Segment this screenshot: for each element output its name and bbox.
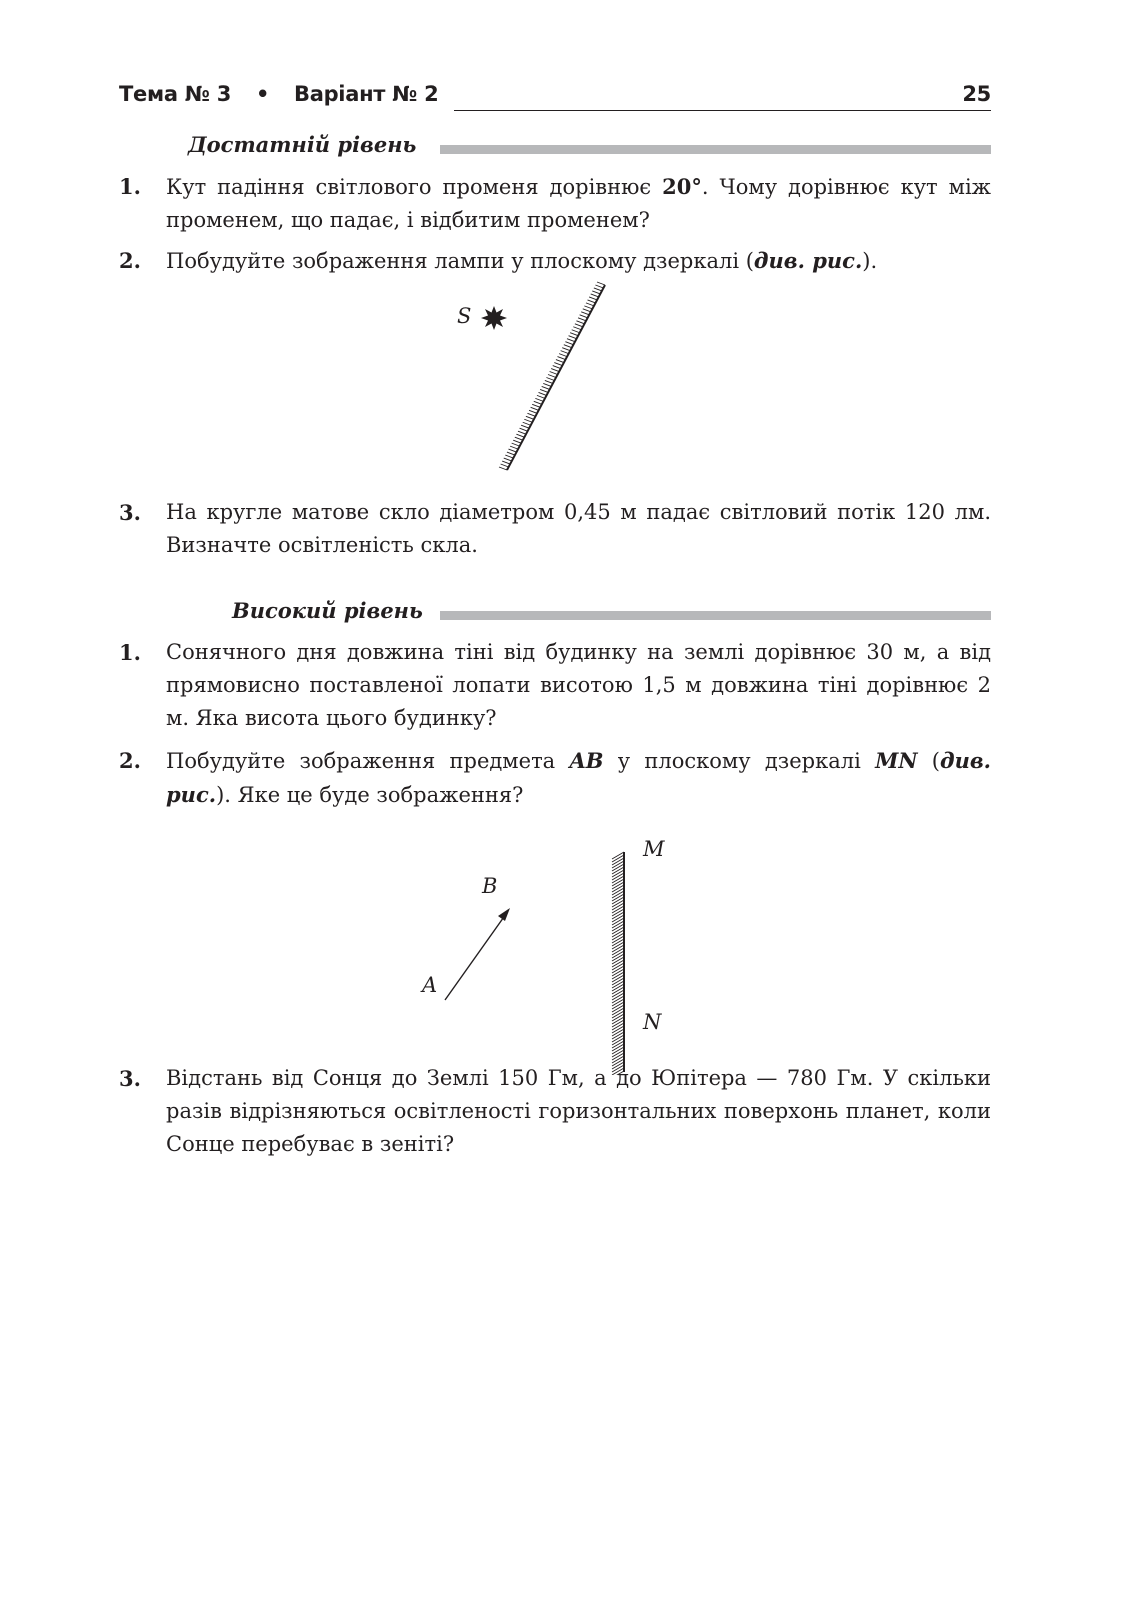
mirror-label: MN [875, 748, 918, 773]
section-heading-bar [440, 611, 991, 620]
header-separator: • [256, 82, 270, 106]
task-sufficient-3 [119, 496, 991, 566]
star-burst-icon [481, 306, 507, 330]
mirror-end-m-label: M [643, 837, 665, 861]
task-text: Побудуйте зображення предмета AB у плоскому дзеркалі MN (див. рис.). Яке це буде зображення? [166, 748, 991, 807]
task-number: 2. [119, 748, 141, 773]
task-text: Побудуйте зображення лампи у плоскому дзеркалі (див. рис.). [166, 248, 878, 273]
task-sufficient-2 [119, 244, 991, 280]
variant-title: Варіант № 2 [294, 82, 439, 106]
page-number: 25 [962, 82, 991, 106]
section-heading-sufficient: Достатній рівень [188, 132, 417, 157]
figure-reference: див. рис. [166, 748, 991, 807]
task-sufficient-1 [119, 170, 991, 240]
header-rule [454, 110, 991, 111]
point-b-label: B [482, 874, 498, 898]
task-number: 3. [119, 1066, 141, 1091]
task-text: Сонячного дня довжина тіні від будинку на землі дорівнює 30 м, а від прямовисно поставленої лопати висотою 1,5 м довжина тіні дорівнює 2 м. Яка висота цього будинку? [166, 640, 991, 730]
task-number: 1. [119, 174, 141, 199]
section-heading-high: Високий рівень [232, 598, 423, 623]
figure-reference: див. рис. [753, 248, 863, 273]
object-label: AB [569, 748, 604, 773]
task-number: 2. [119, 248, 141, 273]
object-arrow-ab [445, 908, 510, 1000]
task-high-2 [119, 744, 991, 814]
task-text: Кут падіння світлового променя дорівнює 20°. Чому дорівнює кут між променем, що падає, і відбитим променем? [166, 174, 991, 232]
task-high-3 [119, 1062, 991, 1166]
task-number: 1. [119, 640, 141, 665]
topic-title: Тема № 3 [119, 82, 232, 106]
point-a-label: A [422, 973, 438, 997]
mirror-end-n-label: N [643, 1010, 662, 1034]
figure-lamp-mirror [440, 280, 660, 490]
figure-object-mirror [410, 837, 710, 1075]
task-number: 3. [119, 500, 141, 525]
source-label: S [457, 304, 472, 328]
running-header [119, 80, 991, 116]
inclined-mirror [499, 282, 605, 470]
task-text: Відстань від Сонця до Землі 150 Гм, а до Юпітера — 780 Гм. У скільки разів відрізняються освітленості горизонтальних поверхонь планет, коли Сонце перебуває в зеніті? [166, 1066, 991, 1156]
task-text: На кругле матове скло діаметром 0,45 м падає світловий потік 120 лм. Визначте освітленість скла. [166, 500, 991, 557]
angle-value: 20° [662, 174, 702, 199]
vertical-mirror-mn [612, 852, 624, 1075]
task-high-1 [119, 636, 991, 740]
section-heading-bar [440, 145, 991, 154]
